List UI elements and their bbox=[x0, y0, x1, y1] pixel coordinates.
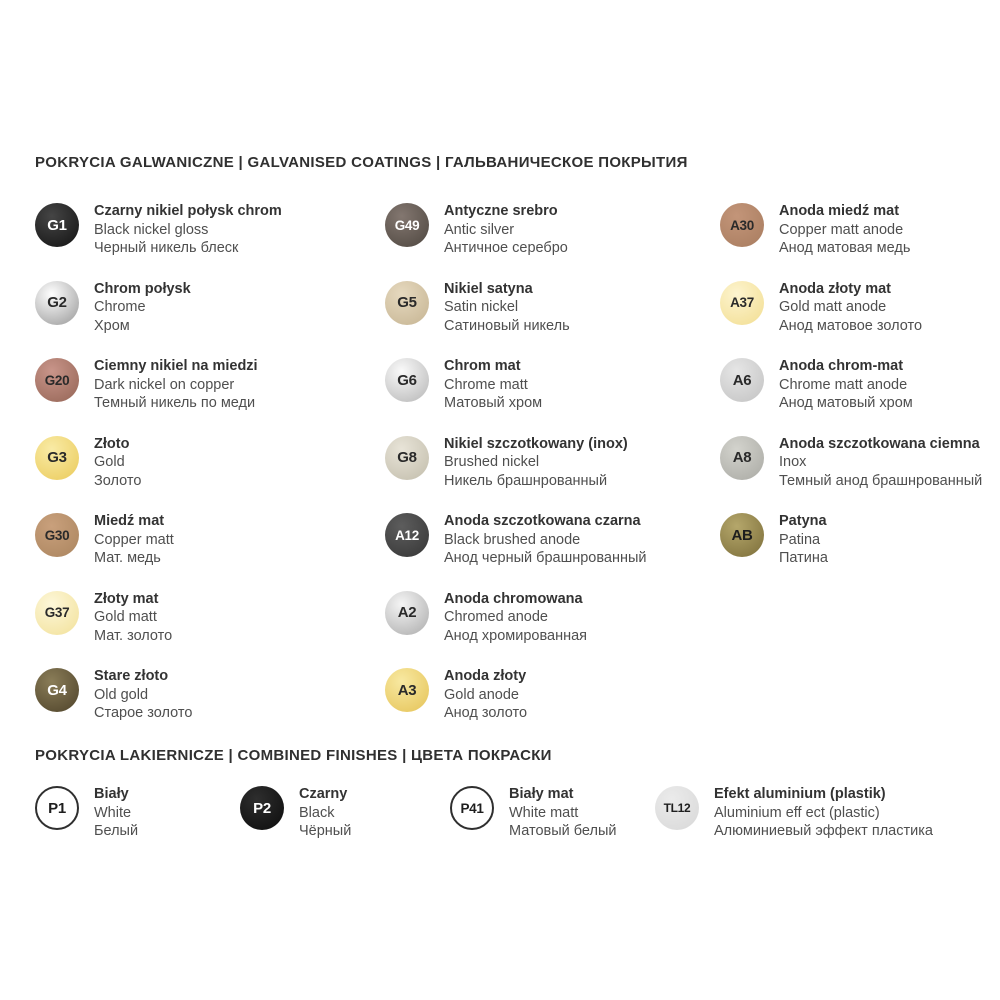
finish-name-ru: Мат. золото bbox=[94, 627, 173, 644]
finish-code: A3 bbox=[397, 681, 417, 699]
swatch-item-p2 bbox=[240, 785, 450, 841]
finish-name-ru: Черный никель блеск bbox=[94, 240, 239, 256]
swatch-item-a2 bbox=[385, 590, 720, 668]
finish-swatch-circle bbox=[385, 436, 429, 480]
finish-name-ru: Анод хромированная bbox=[444, 627, 588, 644]
finish-labels bbox=[444, 435, 628, 491]
swatch-grid-lacquered bbox=[35, 785, 933, 841]
finish-name-ru: Матовый хром bbox=[444, 395, 543, 411]
finish-name-pl: Nikiel satyna bbox=[444, 280, 533, 297]
finish-name-pl: Patyna bbox=[779, 513, 827, 529]
finish-labels bbox=[509, 785, 617, 841]
swatch-item-g49 bbox=[385, 202, 720, 280]
swatch-item-g30 bbox=[35, 512, 385, 590]
finish-swatch-circle bbox=[720, 358, 764, 402]
finish-name-en: Chrome matt bbox=[444, 376, 528, 393]
swatch-item-g20 bbox=[35, 357, 385, 435]
finish-name-ru: Алюминиевый эффект пластика bbox=[714, 823, 933, 839]
finish-labels bbox=[779, 357, 913, 413]
finish-name-ru: Мат. медь bbox=[94, 550, 161, 566]
finish-labels bbox=[779, 280, 922, 336]
finish-name-en: Black nickel gloss bbox=[94, 221, 209, 238]
finish-name-ru: Античное серебро bbox=[444, 240, 568, 256]
finish-name-pl: Czarny bbox=[299, 786, 348, 802]
finish-swatch-circle bbox=[385, 203, 429, 247]
finish-code: G5 bbox=[397, 294, 417, 311]
finish-labels bbox=[94, 435, 141, 491]
finish-name-en: Gold matt bbox=[94, 609, 157, 625]
finish-code: TL12 bbox=[663, 801, 691, 815]
swatch-item-p1 bbox=[35, 785, 240, 841]
finish-labels bbox=[444, 590, 587, 646]
finish-swatch-circle bbox=[35, 591, 79, 635]
finish-swatch-circle bbox=[385, 513, 429, 557]
finish-name-ru: Анод черный брашнрованный bbox=[444, 550, 647, 566]
finish-swatch-circle bbox=[240, 786, 284, 830]
finish-code: P2 bbox=[253, 799, 271, 817]
finish-swatch-circle bbox=[720, 513, 764, 557]
finish-name-en: Chrome bbox=[94, 299, 146, 315]
finish-code: A12 bbox=[395, 527, 419, 543]
finish-name-en: Antic silver bbox=[444, 221, 515, 238]
finish-code: A30 bbox=[730, 217, 754, 233]
finish-code: G3 bbox=[47, 449, 67, 466]
finish-labels bbox=[94, 202, 282, 258]
finish-name-en: Brushed nickel bbox=[444, 454, 540, 470]
finish-name-ru: Патина bbox=[779, 550, 828, 566]
finish-code: G4 bbox=[47, 681, 67, 699]
finish-name-en: Chromed anode bbox=[444, 609, 548, 625]
swatch-item-ab bbox=[720, 512, 998, 590]
finish-name-ru: Старое золото bbox=[94, 705, 193, 721]
finish-name-ru: Никель брашнрованный bbox=[444, 472, 608, 489]
finish-code: G2 bbox=[47, 294, 67, 311]
finish-code: G37 bbox=[44, 605, 70, 620]
finish-labels bbox=[444, 280, 570, 336]
finish-labels bbox=[779, 435, 982, 491]
finish-labels bbox=[779, 202, 910, 258]
finish-code: A8 bbox=[732, 449, 752, 466]
finish-swatch-circle bbox=[35, 786, 79, 830]
finish-name-en: Gold matt anode bbox=[779, 299, 887, 315]
finish-swatch-circle bbox=[720, 436, 764, 480]
finish-labels bbox=[94, 512, 174, 568]
finish-name-pl: Biały mat bbox=[509, 786, 574, 802]
swatch-grid-galvanised bbox=[35, 202, 998, 745]
finish-name-en: Copper matt anode bbox=[779, 221, 904, 238]
swatch-item-p41 bbox=[450, 785, 655, 841]
section-title-lacquered: POKRYCIA LAKIERNICZE | COMBINED FINISHES | ЦВЕТА ПОКРАСКИ bbox=[35, 747, 552, 764]
finish-code: G20 bbox=[44, 372, 70, 388]
finish-code: G30 bbox=[44, 527, 70, 543]
finish-name-pl: Efekt aluminium (plastik) bbox=[714, 786, 886, 802]
finish-name-en: Gold anode bbox=[444, 686, 519, 703]
finish-labels bbox=[94, 667, 192, 723]
finish-swatch-circle bbox=[35, 513, 79, 557]
finish-code: AB bbox=[731, 526, 753, 544]
finish-name-ru: Темный никель по меди bbox=[94, 395, 256, 411]
finish-labels bbox=[444, 357, 542, 413]
finish-name-ru: Анод матовая медь bbox=[779, 240, 911, 256]
finish-name-ru: Анод матовый хром bbox=[779, 395, 913, 411]
finish-labels bbox=[299, 785, 351, 841]
finish-name-pl: Ciemny nikiel na miedzi bbox=[94, 358, 258, 374]
finish-name-pl: Anoda złoty mat bbox=[779, 280, 891, 297]
finish-name-pl: Stare złoto bbox=[94, 668, 169, 684]
finish-name-en: White matt bbox=[509, 804, 579, 821]
finish-labels bbox=[94, 280, 191, 336]
finish-swatch-circle bbox=[655, 786, 699, 830]
swatch-item-g37 bbox=[35, 590, 385, 668]
finish-code: G1 bbox=[47, 216, 67, 234]
swatch-item-a37 bbox=[720, 280, 998, 358]
finish-name-pl: Chrom połysk bbox=[94, 280, 191, 297]
finish-name-pl: Złoto bbox=[94, 435, 130, 452]
finish-name-ru: Анод матовое золото bbox=[779, 317, 923, 334]
finish-labels bbox=[714, 785, 933, 841]
finish-name-en: Dark nickel on copper bbox=[94, 376, 235, 393]
finish-name-pl: Antyczne srebro bbox=[444, 203, 558, 219]
finish-name-en: Chrome matt anode bbox=[779, 376, 908, 393]
finish-swatch-circle bbox=[35, 436, 79, 480]
finish-name-pl: Anoda chrom-mat bbox=[779, 358, 904, 374]
finish-name-pl: Anoda złoty bbox=[444, 668, 527, 684]
finish-swatch-circle bbox=[450, 786, 494, 830]
finish-name-ru: Анод золото bbox=[444, 705, 528, 721]
finish-name-ru: Матовый белый bbox=[509, 823, 617, 839]
swatch-item-tl12 bbox=[655, 785, 933, 841]
swatch-item-g6 bbox=[385, 357, 720, 435]
finish-swatch-circle bbox=[720, 281, 764, 325]
swatch-item-g4 bbox=[35, 667, 385, 745]
finish-name-pl: Nikiel szczotkowany (inox) bbox=[444, 435, 628, 452]
finish-labels bbox=[94, 590, 172, 646]
swatch-item-a30 bbox=[720, 202, 998, 280]
finish-name-en: Black bbox=[299, 804, 335, 821]
finish-labels bbox=[444, 512, 647, 568]
finish-labels bbox=[444, 667, 527, 723]
swatch-item-a12 bbox=[385, 512, 720, 590]
swatch-item-a6 bbox=[720, 357, 998, 435]
finish-name-ru: Хром bbox=[94, 317, 130, 334]
finish-name-en: Copper matt bbox=[94, 531, 174, 548]
finish-name-ru: Золото bbox=[94, 472, 142, 489]
finish-name-en: Satin nickel bbox=[444, 299, 519, 315]
finish-swatch-circle bbox=[385, 281, 429, 325]
finish-swatch-circle bbox=[35, 203, 79, 247]
finish-name-pl: Anoda szczotkowana ciemna bbox=[779, 435, 980, 452]
finish-name-pl: Anoda chromowana bbox=[444, 590, 583, 607]
finish-swatch-circle bbox=[35, 358, 79, 402]
finish-name-pl: Anoda miedź mat bbox=[779, 203, 900, 219]
swatch-item-g3 bbox=[35, 435, 385, 513]
swatch-item-a8 bbox=[720, 435, 998, 513]
finish-code: P1 bbox=[48, 799, 66, 817]
finish-name-pl: Miedź mat bbox=[94, 513, 165, 529]
finish-name-en: Gold bbox=[94, 454, 125, 470]
finish-code: A6 bbox=[732, 371, 752, 389]
finish-swatch-circle bbox=[385, 358, 429, 402]
finish-swatch-circle bbox=[385, 668, 429, 712]
finish-name-en: Patina bbox=[779, 531, 821, 548]
finish-name-pl: Anoda szczotkowana czarna bbox=[444, 513, 641, 529]
finish-labels bbox=[779, 512, 828, 568]
finish-labels bbox=[94, 357, 258, 413]
finish-name-pl: Złoty mat bbox=[94, 590, 159, 607]
swatch-item-g8 bbox=[385, 435, 720, 513]
finish-name-ru: Чёрный bbox=[299, 823, 352, 839]
finish-name-pl: Chrom mat bbox=[444, 358, 521, 374]
finish-labels bbox=[444, 202, 568, 258]
finish-code: G49 bbox=[394, 217, 420, 233]
finish-labels bbox=[94, 785, 138, 841]
finish-code: G6 bbox=[397, 371, 417, 389]
swatch-item-a3 bbox=[385, 667, 720, 745]
finish-code: G8 bbox=[397, 449, 417, 466]
section-title-galvanised: POKRYCIA GALWANICZNE | GALVANISED COATINGS | ГАЛЬВАНИЧЕСКОЕ ПОКРЫТИЯ bbox=[35, 154, 688, 171]
finish-name-en: Black brushed anode bbox=[444, 531, 581, 548]
swatch-item-g5 bbox=[385, 280, 720, 358]
finish-swatch-circle bbox=[35, 281, 79, 325]
finish-code: P41 bbox=[460, 800, 484, 816]
finish-name-en: Old gold bbox=[94, 686, 149, 703]
swatch-item-g2 bbox=[35, 280, 385, 358]
finish-name-ru: Сатиновый никель bbox=[444, 317, 570, 334]
finish-name-ru: Белый bbox=[94, 823, 139, 839]
swatch-item-g1 bbox=[35, 202, 385, 280]
finish-name-ru: Темный анод брашнрованный bbox=[779, 472, 983, 489]
finish-name-pl: Czarny nikiel połysk chrom bbox=[94, 203, 282, 219]
finish-code: A2 bbox=[397, 604, 417, 621]
finish-swatch-circle bbox=[720, 203, 764, 247]
finish-name-pl: Biały bbox=[94, 786, 129, 802]
finish-name-en: Inox bbox=[779, 454, 807, 470]
finish-swatch-circle bbox=[385, 591, 429, 635]
finish-name-en: Aluminium eff ect (plastic) bbox=[714, 804, 880, 821]
finish-name-en: White bbox=[94, 804, 132, 821]
finish-code: A37 bbox=[730, 295, 754, 310]
finish-swatch-circle bbox=[35, 668, 79, 712]
